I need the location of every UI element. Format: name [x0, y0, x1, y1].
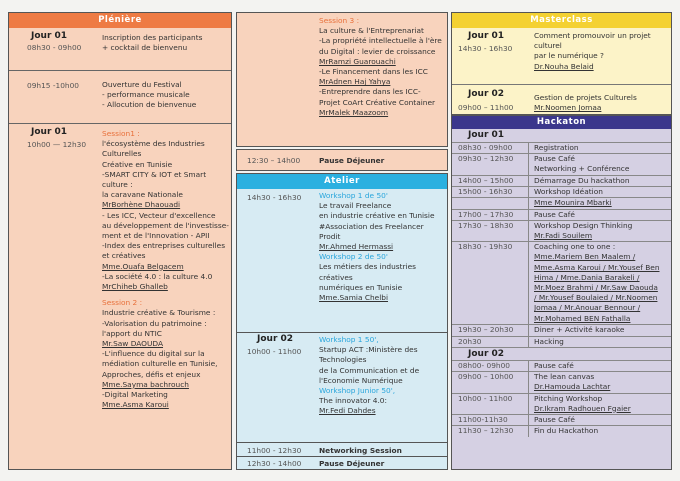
session-time: 09h30 – 12h30: [458, 154, 514, 164]
workshop-label: Workshop 1 de 50': [319, 191, 388, 200]
session-time: 08h30 - 09h00: [27, 43, 82, 52]
speaker-name: Mr.Saw DAOUDA: [102, 339, 164, 349]
hackaton-header: Hackaton: [452, 116, 671, 129]
day-label: Jour 02: [257, 334, 294, 344]
session-description: [534, 325, 669, 335]
session-description: [534, 361, 669, 371]
schedule-row: [452, 186, 671, 197]
networking-row: [237, 442, 447, 456]
schedule-row: [452, 220, 671, 242]
speaker-name: Dr.Nouha Belaid: [534, 61, 594, 71]
speaker-name: Mme.Samia Chelbi: [319, 293, 389, 303]
session-time: 09h00 – 10h00: [458, 372, 514, 381]
schedule-row: [452, 153, 671, 175]
description-line: The lean canvas: [534, 372, 595, 381]
description-line: Networking + Conférence: [534, 164, 630, 174]
hackaton-schedule: [452, 142, 671, 469]
speaker-name: Mr.Noomen Jomaa: [534, 103, 602, 113]
session-time: 08h00- 09h00: [458, 360, 511, 370]
speaker-name: MrRamzi Guarouachi: [319, 56, 396, 66]
description-line: / Mr.Yousef Boulaied / Mr.Noomen: [534, 293, 658, 303]
schedule-row: [452, 393, 671, 415]
session-label: Networking Session: [319, 446, 402, 455]
column-divider: [528, 337, 529, 347]
description-line: Pause Café: [534, 209, 575, 219]
session-time: 10h00 — 12h30: [27, 140, 87, 149]
description-line: Mme Mounira Mbarki: [534, 198, 612, 208]
session3-block: [236, 12, 448, 147]
day-label: Jour 01: [468, 31, 505, 41]
description-line: Hacking: [534, 336, 564, 346]
session-description: Session 3 : La culture & l'Entreprenariat -La propriété intellectuelle à l'ère du Digital : levier de croissance MrRamzi Guarouachi -Le Financement dans les ICC MrAdnen Haj Yahya -Entreprendre dans les ICC- Projet CoArt Créative Container MrMalek Maazoom: [319, 16, 445, 118]
column-divider: [528, 198, 529, 208]
session-label: Pause Déjeuner: [319, 156, 385, 165]
session-description: [534, 143, 669, 153]
session-time: 18h30 - 19h30: [458, 242, 513, 252]
session-time: 14h30 - 16h30: [247, 193, 302, 202]
session-description: [534, 176, 669, 186]
description-line: Workshop Idéation: [534, 187, 603, 196]
session-description: Session1 : l'écosystème des Industries Culturelles Créative en Tunisie -SMART CITY & IOT et Smart culture : la caravane Nationale MrBorhène Dhaouadi - Les ICC, Vecteur d'excellence au développement de l'investisse- ment et de l'Innovation - APII -Index des entreprises culturelles et créatives Mme.Ouafa Belgacem -La société 4.0 : la culture 4.0 MrChiheb Ghalleb Session 2 : Industrie créative & Tourisme : -Valorisation du patrimoine : l'apport du NTIC Mr.Saw DAOUDA -L'influence du digital sur la médiation culturelle en Tunisie, Approches, défis et enjeux Mme.Sayma bachrouch -Digital Marketing Mme.Asma Karoui: [102, 129, 229, 410]
description-line: Mr.Fadi Souilem: [534, 230, 593, 240]
schedule-row: [452, 197, 671, 208]
session-description: [534, 394, 669, 414]
session-description: [534, 372, 669, 392]
session-time: 11h00 - 12h30: [247, 446, 302, 455]
session1-label: Session1 :: [102, 129, 140, 138]
hackaton-day1-header: [452, 129, 671, 142]
description-line: Hima / Mme.Dania Barakeli /: [534, 272, 640, 282]
workshop-label: Workshop 2 de 50': [319, 252, 388, 262]
atelier-day2: [237, 332, 447, 416]
session-description: Ouverture du Festival - performance musicale - Allocution de bienvenue: [102, 80, 197, 110]
description-line: Registration: [534, 143, 579, 152]
schedule-row: [452, 414, 671, 425]
lunch-row-2: [237, 456, 447, 469]
column-divider: [528, 242, 529, 324]
session-time: 14h00 – 15h00: [458, 175, 514, 185]
session-time: 11h00-11h30: [458, 415, 508, 424]
session-time: 17h30 – 18h30: [458, 220, 514, 230]
masterclass-block: [451, 12, 672, 115]
day-label: Jour 01: [31, 127, 68, 137]
column-divider: [528, 143, 529, 153]
description-line: Mr.Mohamed BEN Fathalla: [534, 313, 631, 323]
masterclass-header: Masterclass: [452, 13, 671, 28]
description-line: Mme.Mariem Ben Maalem /: [534, 252, 636, 262]
workshop-list-day2: Workshop 1 50', Startup ACT :Ministère des Technologies de la Communication et de l'Economie Numérique Workshop Junior 50', The innovator 4.0: Mr.Fedi Dahdes: [319, 335, 447, 417]
description-line: Mr.Moez Brahmi / Mr.Saw Daouda: [534, 283, 658, 293]
session-time: 08h30 - 09h00: [458, 143, 513, 152]
day-label: Jour 01: [31, 31, 68, 41]
column-divider: [528, 154, 529, 175]
session-description: [534, 187, 669, 197]
masterclass-day2: [452, 84, 671, 113]
session-time: 09h00 – 11h00: [458, 103, 514, 112]
lunch-row: [236, 149, 448, 171]
description-line: Dr.Ikram Radhouen Fgaier: [534, 403, 631, 413]
schedule-row: [452, 371, 671, 393]
speaker-name: MrChiheb Ghalleb: [102, 282, 168, 292]
session-time: 17h00 – 17h30: [458, 209, 514, 219]
column-divider: [528, 187, 529, 197]
schedule-row: [452, 175, 671, 186]
session-time: 15h00 - 16h30: [458, 187, 513, 196]
column-divider: [528, 221, 529, 242]
workshop-label: Workshop 1 50',: [319, 335, 379, 344]
session-time: 10h00 - 11h00: [458, 393, 513, 403]
masterclass-description: Gestion de projets Culturels Mr.Noomen Jomaa: [534, 93, 637, 113]
column-divider: [528, 210, 529, 220]
column-divider: [528, 372, 529, 393]
session-time: 09h15 -10h00: [27, 81, 80, 90]
session-time: 14h30 - 16h30: [458, 44, 513, 53]
session-time: 20h30: [458, 336, 482, 346]
session-description: [534, 415, 669, 425]
description-line: Workshop Design Thinking: [534, 220, 633, 230]
speaker-name: Mme.Sayma bachrouch: [102, 379, 189, 389]
speaker-name: Mme.Asma Karoui: [102, 400, 169, 410]
atelier-column: [236, 12, 448, 470]
session-description: [534, 337, 669, 347]
column-divider: [528, 394, 529, 415]
workshop-label: Workshop Junior 50',: [319, 386, 396, 396]
session-time: 10h00 - 11h00: [247, 347, 302, 356]
day-label: Jour 02: [468, 348, 505, 359]
column-divider: [528, 176, 529, 186]
speaker-name: MrAdnen Haj Yahya: [319, 77, 391, 87]
session-description: [534, 242, 669, 324]
session-description: [534, 426, 669, 436]
session3-label: Session 3 :: [319, 16, 360, 25]
speaker-name: Mr.Ahmed Hermassi: [319, 242, 394, 252]
schedule-row: [452, 336, 671, 347]
column-divider: [528, 325, 529, 335]
masterclass-description: Comment promouvoir un projet culturel par le numérique ? Dr.Nouha Belaid: [534, 31, 651, 71]
session-description: [534, 154, 669, 174]
column-divider: [528, 426, 529, 436]
session-time: 19h30 – 20h30: [458, 325, 514, 335]
masterclass-hackaton-column: [451, 12, 672, 470]
column-divider: [528, 415, 529, 425]
session-time: 11h30 – 12h30: [458, 426, 514, 436]
description-line: Dr.Hamouda Lachtar: [534, 382, 611, 392]
workshop-list-day1: Workshop 1 de 50' Le travail Freelance en industrie créative en Tunisie #Association des Freelancer Prodit Mr.Ahmed Hermassi Workshop 2 de 50' Les métiers des industries créatives numériques en Tunisie Mme.Samia Chelbi: [319, 191, 445, 303]
session2-label: Session 2 :: [102, 298, 143, 308]
atelier-header: Atelier: [237, 174, 447, 189]
session-label: Pause Déjeuner: [319, 459, 385, 468]
description-line: Coaching one to one :: [534, 242, 616, 252]
pleniere-block-1: [9, 29, 231, 69]
day-label: Jour 02: [468, 89, 505, 99]
description-line: Pitching Workshop: [534, 393, 603, 403]
description-line: Pause Café: [534, 154, 575, 164]
schedule-row: [452, 209, 671, 220]
schedule-row: [452, 360, 671, 371]
description-line: Fin du Hackathon: [534, 426, 599, 436]
hackaton-block: [451, 115, 672, 470]
session-description: [534, 198, 669, 208]
speaker-name: MrMalek Maazoom: [319, 107, 389, 117]
hackaton-day2-header: [452, 347, 671, 360]
description-line: Démarrage Du hackathon: [534, 175, 630, 185]
schedule-row: [452, 324, 671, 335]
description-line: Jomaa / Mr.Anouar Bennour /: [534, 303, 641, 313]
speaker-name: Mr.Fedi Dahdes: [319, 406, 376, 416]
pleniere-column: [8, 12, 232, 470]
session-time: 12:30 – 14h00: [247, 156, 301, 165]
description-line: Diner + Activité karaoke: [534, 325, 625, 335]
description-line: Pause café: [534, 360, 574, 370]
speaker-name: Mme.Ouafa Belgacem: [102, 261, 184, 271]
description-line: Pause Café: [534, 415, 575, 424]
schedule-row: [452, 142, 671, 153]
atelier-block: [236, 173, 448, 470]
session-time: 12h30 - 14h00: [247, 459, 302, 468]
schedule-row: [452, 425, 671, 436]
schedule-row: [452, 241, 671, 324]
speaker-name: MrBorhène Dhaouadi: [102, 200, 181, 210]
session-description: [534, 210, 669, 220]
pleniere-block-2: [9, 70, 231, 122]
session-description: [534, 221, 669, 241]
column-divider: [528, 361, 529, 371]
day-label: Jour 01: [468, 130, 505, 140]
description-line: Mme.Asma Karoui / Mr.Yousef Ben: [534, 262, 660, 272]
pleniere-block-3: [9, 123, 231, 469]
pleniere-header: Plénière: [9, 13, 231, 28]
session-description: Inscription des participants + cocktail de bienvenu: [102, 33, 203, 53]
